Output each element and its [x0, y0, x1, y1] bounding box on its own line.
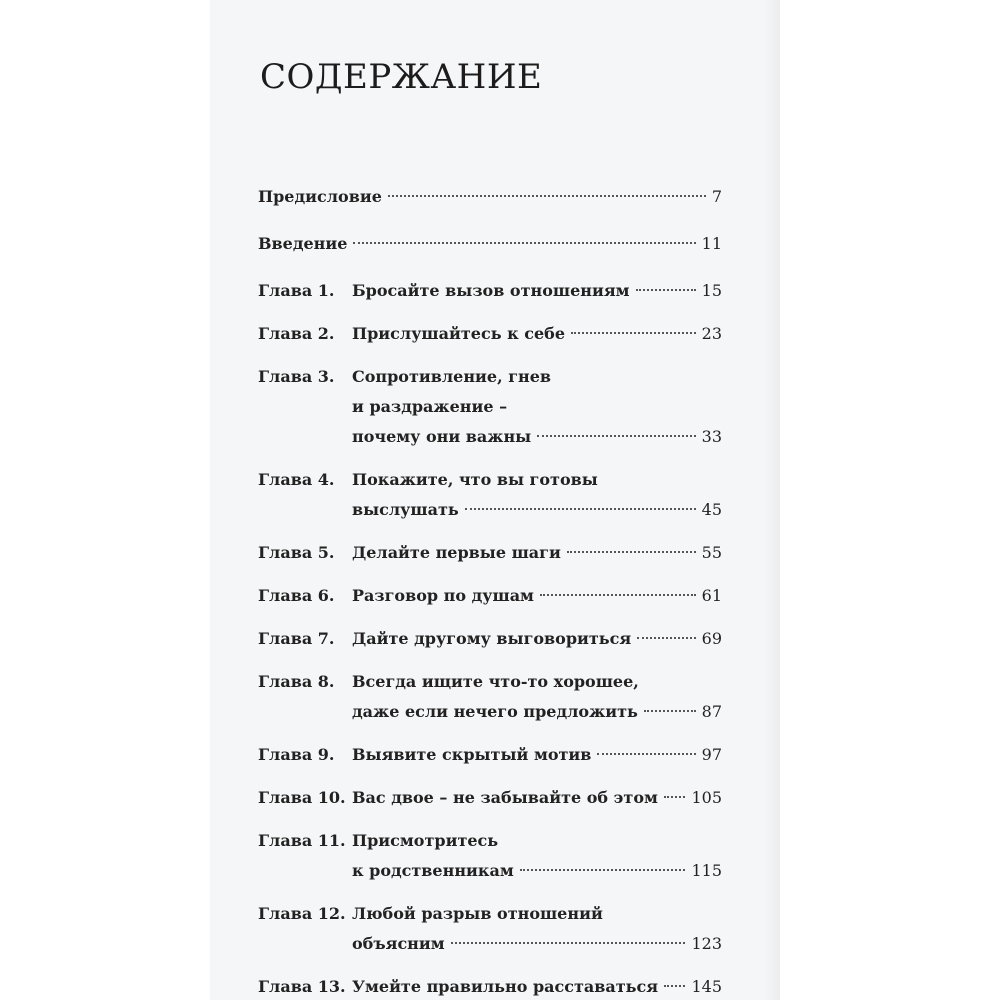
toc-page-number: 55 — [701, 543, 722, 562]
chapter-title — [352, 362, 722, 452]
toc-page-number: 105 — [691, 788, 722, 807]
dot-leader — [597, 753, 695, 755]
chapter-label: Глава 7. — [258, 629, 335, 648]
chapter-title-line: Сопротивление, гнев — [352, 367, 552, 386]
chapter-title-line: Любой разрыв отношений — [352, 904, 603, 923]
toc-page-number: 145 — [691, 977, 722, 996]
toc-entry-chapter-1 — [258, 276, 722, 306]
chapter-title-line: Всегда ищите что-то хорошее, — [352, 672, 639, 691]
toc-entry-chapter-12 — [258, 899, 722, 959]
chapter-title-line: объясним — [352, 934, 445, 953]
table-of-contents — [258, 182, 722, 1000]
page-title: СОДЕРЖАНИЕ — [260, 57, 543, 97]
toc-page-number: 97 — [701, 745, 722, 764]
book-page — [210, 0, 780, 1000]
dot-leader — [540, 594, 696, 596]
dot-leader — [664, 985, 685, 987]
chapter-label: Глава 3. — [258, 367, 335, 386]
chapter-label: Глава 4. — [258, 470, 335, 489]
dot-leader — [664, 796, 686, 798]
dot-leader — [388, 195, 706, 197]
chapter-title — [352, 740, 722, 770]
toc-entry-chapter-3 — [258, 362, 722, 452]
toc-page-number: 11 — [701, 234, 722, 253]
dot-leader — [451, 942, 686, 944]
chapter-title-line: Вас двое – не забывайте об этом — [352, 788, 658, 807]
toc-entry-chapter-8 — [258, 667, 722, 727]
chapter-title-line: к родственникам — [352, 861, 514, 880]
chapter-title — [352, 624, 722, 654]
chapter-label: Глава 10. — [258, 788, 346, 807]
dot-leader — [520, 869, 686, 871]
chapter-title-line: почему они важны — [352, 427, 532, 446]
chapter-title-line: Делайте первые шаги — [352, 543, 561, 562]
chapter-title-line: Дайте другому выговориться — [352, 629, 632, 648]
toc-page-number: 115 — [691, 861, 722, 880]
toc-page-number: 123 — [691, 934, 722, 953]
chapter-label: Глава 2. — [258, 324, 335, 343]
dot-leader — [571, 332, 696, 334]
chapter-title-line: и раздражение – — [352, 397, 508, 416]
chapter-title-line: Бросайте вызов отношениям — [352, 281, 630, 300]
dot-leader — [637, 637, 695, 639]
toc-entry-chapter-7 — [258, 624, 722, 654]
chapter-label: Глава 11. — [258, 831, 346, 850]
dot-leader — [353, 242, 695, 244]
toc-page-number: 33 — [701, 427, 722, 446]
chapter-title-line: Присмотритесь — [352, 831, 499, 850]
dot-leader — [636, 289, 696, 291]
toc-entry-line — [258, 229, 722, 259]
chapter-title-line: Разговор по душам — [352, 586, 534, 605]
chapter-title — [352, 783, 722, 813]
chapter-title — [352, 276, 722, 306]
toc-page-number: 45 — [701, 500, 722, 519]
toc-entry-chapter-10 — [258, 783, 722, 813]
toc-entry-title: Введение — [258, 234, 348, 253]
chapter-label: Глава 12. — [258, 904, 346, 923]
toc-page-number: 15 — [701, 281, 722, 300]
toc-entry-chapter-6 — [258, 581, 722, 611]
chapter-title-line: даже если нечего предложить — [352, 702, 638, 721]
toc-page-number: 7 — [711, 187, 722, 206]
chapter-title — [352, 581, 722, 611]
dot-leader — [644, 710, 696, 712]
chapter-label: Глава 5. — [258, 543, 335, 562]
toc-entry-chapter-4 — [258, 465, 722, 525]
chapter-title — [352, 826, 722, 886]
chapter-title-line: выслушать — [352, 500, 459, 519]
chapter-title — [352, 667, 722, 727]
dot-leader — [567, 551, 696, 553]
chapter-title-line: Покажите, что вы готовы — [352, 470, 598, 489]
chapter-title-line: Прислушайтесь к себе — [352, 324, 566, 343]
toc-page-number: 87 — [701, 702, 722, 721]
chapter-label: Глава 8. — [258, 672, 335, 691]
toc-page-number: 69 — [701, 629, 722, 648]
chapter-title — [352, 538, 722, 568]
dot-leader — [537, 435, 695, 437]
chapter-label: Глава 9. — [258, 745, 335, 764]
toc-entry-chapter-2 — [258, 319, 722, 349]
toc-page-number: 61 — [701, 586, 722, 605]
chapter-title — [352, 465, 722, 525]
toc-entry-chapter-9 — [258, 740, 722, 770]
toc-entry-title: Предисловие — [258, 187, 382, 206]
toc-entry-chapter-5 — [258, 538, 722, 568]
chapter-title — [352, 972, 722, 1000]
chapter-title-line: Выявите скрытый мотив — [352, 745, 592, 764]
toc-entry-line — [258, 182, 722, 212]
chapter-title-line: Умейте правильно расставаться — [352, 977, 659, 996]
toc-entry-chapter-11 — [258, 826, 722, 886]
chapter-label: Глава 1. — [258, 281, 335, 300]
dot-leader — [465, 508, 696, 510]
toc-page-number: 23 — [701, 324, 722, 343]
toc-entry-preface — [258, 182, 722, 212]
chapter-label: Глава 13. — [258, 977, 346, 996]
chapter-label: Глава 6. — [258, 586, 335, 605]
chapter-title — [352, 319, 722, 349]
toc-entry-chapter-13 — [258, 972, 722, 1000]
toc-entry-introduction — [258, 229, 722, 259]
chapter-title — [352, 899, 722, 959]
